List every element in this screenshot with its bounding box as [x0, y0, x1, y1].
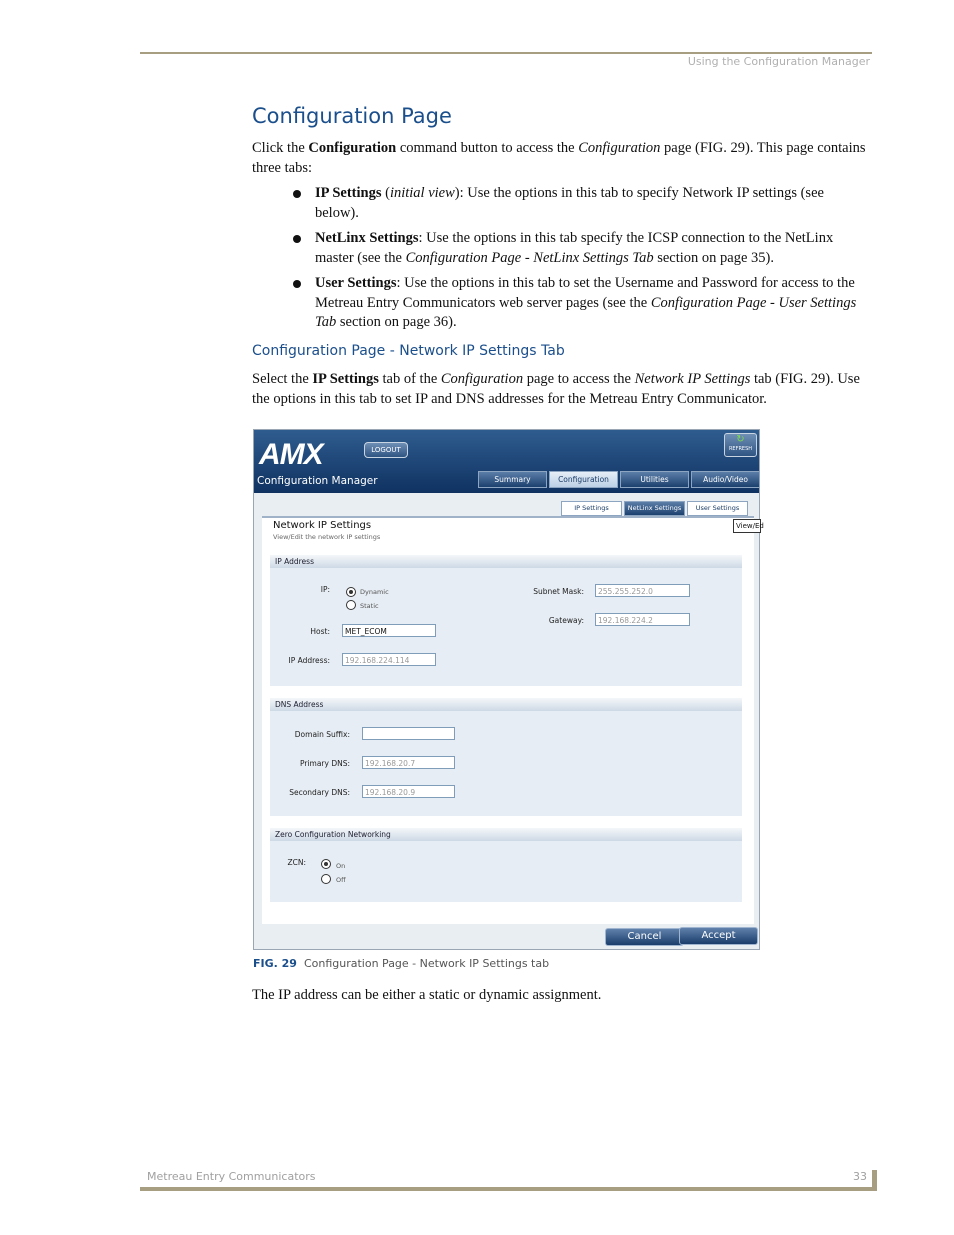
primary-dns-label: Primary DNS: [299, 759, 350, 768]
gateway-label: Gateway: [548, 616, 584, 625]
sub-tabs [561, 501, 750, 516]
zcn-on-radio[interactable] [321, 859, 331, 869]
section-heading: Zero Configuration Networking [270, 828, 742, 841]
subnet-mask-label: Subnet Mask: [533, 587, 584, 596]
host-field[interactable]: MET_ECOM [342, 624, 436, 637]
list-item: NetLinx Settings: Use the options in this tab specify the ICSP connection to the NetLinx master (see the Configuration Page - NetLinx Settings Tab section on page 35). [290, 229, 870, 268]
panel-title: Network IP Settings [273, 520, 372, 531]
ip-address-field[interactable]: 192.168.224.114 [342, 653, 436, 666]
secondary-dns-field[interactable]: 192.168.20.9 [362, 785, 455, 798]
amx-logo: AMX [259, 438, 323, 471]
footer-product: Metreau Entry Communicators [147, 1170, 316, 1183]
domain-suffix-label: Domain Suffix: [294, 730, 350, 739]
view-edit-button[interactable]: View/Ed [733, 519, 761, 533]
dynamic-label: Dynamic [360, 588, 389, 596]
footer-rule [140, 1187, 877, 1191]
cancel-button[interactable]: Cancel [605, 928, 684, 946]
domain-suffix-field[interactable] [362, 727, 455, 740]
closing-paragraph: The IP address can be either a static or dynamic assignment. [252, 987, 602, 1003]
refresh-label: REFRESH [728, 446, 753, 452]
subnet-mask-field[interactable]: 255.255.252.0 [595, 584, 690, 597]
app-header [254, 430, 759, 493]
running-header: Using the Configuration Manager [687, 55, 870, 68]
page-title: Configuration Page [252, 104, 452, 128]
list-item: IP Settings (initial view): Use the options in this tab to specify Network IP settings (see below). [290, 184, 870, 223]
ip-label: IP: [320, 585, 330, 594]
logout-button[interactable]: LOGOUT [364, 442, 408, 458]
tab-audio-video[interactable]: Audio/Video [691, 471, 760, 488]
tab-ip-settings[interactable]: IP Settings [561, 501, 622, 516]
section-heading: IP Address [270, 555, 742, 568]
header-rule [140, 52, 872, 54]
dns-address-section [270, 698, 742, 816]
tab-list [290, 184, 870, 339]
refresh-icon: ↻ [736, 434, 745, 445]
section-subheading: Configuration Page - Network IP Settings Tab [252, 343, 565, 359]
footer-tick [872, 1170, 877, 1191]
section-heading: DNS Address [270, 698, 742, 711]
zcn-off-radio[interactable] [321, 874, 331, 884]
primary-dns-field[interactable]: 192.168.20.7 [362, 756, 455, 769]
panel-subtitle: View/Edit the network IP settings [273, 533, 381, 541]
gateway-field[interactable]: 192.168.224.2 [595, 613, 690, 626]
tab-user-settings[interactable]: User Settings [687, 501, 748, 516]
ip-address-label: IP Address: [288, 656, 330, 665]
figure-number: FIG. 29 [253, 957, 297, 970]
figure-caption [253, 957, 549, 970]
static-radio[interactable] [346, 600, 356, 610]
host-label: Host: [310, 627, 330, 636]
ip-settings-paragraph: Select the IP Settings tab of the Configuration page to access the Network IP Settings tab (FIG. 29). Use the options in this tab to set IP and DNS addresses for the Metreau Entry Communicator. [252, 371, 860, 407]
dynamic-radio[interactable] [346, 587, 356, 597]
figure-screenshot [253, 429, 764, 950]
tab-utilities[interactable]: Utilities [620, 471, 689, 488]
list-item: User Settings: Use the options in this tab to set the Username and Password for access to the Metreau Entry Communicators web server pages (see the Configuration Page - User Settings Tab section on page 36). [290, 274, 870, 333]
secondary-dns-label: Secondary DNS: [289, 788, 350, 797]
accept-button[interactable]: Accept [679, 927, 758, 945]
static-label: Static [360, 602, 379, 610]
figure-caption-text: Configuration Page - Network IP Settings tab [303, 957, 550, 970]
tab-summary[interactable]: Summary [478, 471, 547, 488]
tab-netlinx-settings[interactable]: NetLinx Settings [624, 501, 685, 516]
main-tabs [478, 471, 762, 488]
zcn-off-label: Off [336, 876, 346, 884]
page-number: 33 [853, 1170, 867, 1183]
refresh-button[interactable] [724, 433, 757, 457]
zcn-label: ZCN: [287, 858, 306, 867]
intro-paragraph: Click the Configuration command button to access the Configuration page (FIG. 29). This page contains three tabs: [252, 140, 866, 176]
zcn-on-label: On [336, 862, 346, 870]
app-title: Configuration Manager [257, 475, 378, 487]
tab-configuration[interactable]: Configuration [549, 471, 618, 488]
